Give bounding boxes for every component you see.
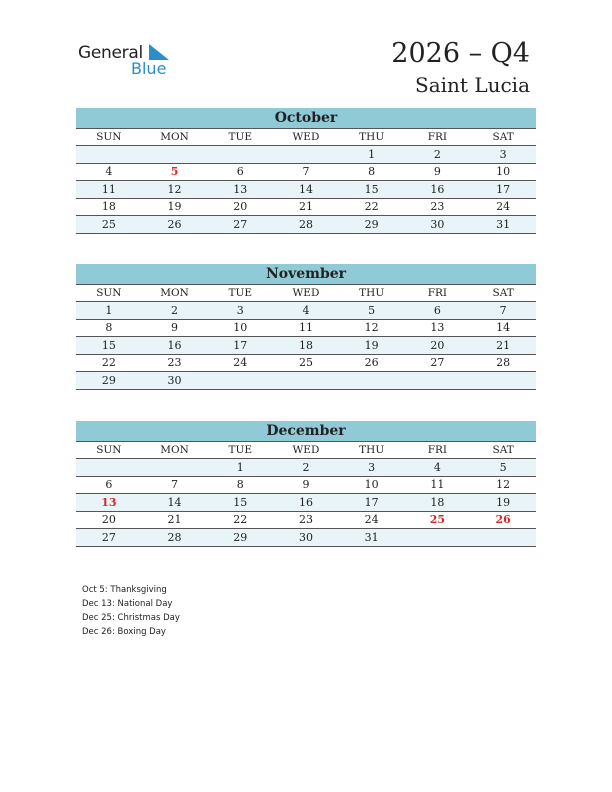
day-cell: 18: [76, 198, 142, 216]
day-cell: 12: [339, 319, 405, 337]
day-cell: 5: [470, 459, 536, 477]
logo: [78, 40, 188, 80]
day-cell: 15: [339, 181, 405, 199]
day-cell: 11: [273, 319, 339, 337]
day-cell: 18: [405, 494, 471, 512]
day-cell: 16: [405, 181, 471, 199]
day-cell: 14: [470, 319, 536, 337]
day-cell: 30: [405, 216, 471, 234]
day-cell: 12: [142, 181, 208, 199]
weekday-header: THU: [359, 444, 385, 456]
month-name: October: [76, 108, 536, 129]
day-cell: 3: [207, 302, 273, 320]
weekday-header: FRI: [427, 287, 448, 299]
week-row: [76, 337, 536, 355]
day-cell: 28: [470, 354, 536, 372]
day-cell: 31: [339, 529, 405, 547]
empty-day-cell: [207, 146, 273, 164]
day-cell: 1: [339, 146, 405, 164]
day-cell: 6: [76, 476, 142, 494]
day-cell: 4: [405, 459, 471, 477]
day-cell: 9: [142, 319, 208, 337]
day-cell: 30: [142, 372, 208, 390]
logo-triangle-icon: [149, 44, 169, 60]
day-cell: 10: [339, 476, 405, 494]
day-cell: 14: [273, 181, 339, 199]
day-cell: 27: [207, 216, 273, 234]
holiday-note: Dec 25: Christmas Day: [82, 613, 180, 623]
day-cell: 1: [76, 302, 142, 320]
day-cell: 28: [273, 216, 339, 234]
day-cell: 8: [207, 476, 273, 494]
weekday-header: SUN: [96, 444, 122, 456]
day-cell: 1: [207, 459, 273, 477]
month-name: November: [76, 264, 536, 285]
day-cell: 20: [207, 198, 273, 216]
weekday-header: SAT: [492, 131, 514, 143]
week-row: [76, 511, 536, 529]
day-cell: 20: [405, 337, 471, 355]
weekday-header: SAT: [492, 287, 514, 299]
month-grid: [76, 442, 536, 547]
week-row: [76, 146, 536, 164]
day-cell: 14: [142, 494, 208, 512]
month-calendar-november: [76, 264, 536, 390]
day-cell: 7: [142, 476, 208, 494]
day-cell: 29: [339, 216, 405, 234]
country-subtitle: Saint Lucia: [415, 73, 530, 97]
day-cell: 8: [339, 163, 405, 181]
day-cell: 15: [207, 494, 273, 512]
day-cell: 25: [405, 511, 471, 529]
weekday-header: WED: [292, 287, 320, 299]
weekday-header: SUN: [96, 131, 122, 143]
day-cell: 26: [470, 511, 536, 529]
day-cell: 23: [142, 354, 208, 372]
day-cell: 17: [470, 181, 536, 199]
day-cell: 21: [470, 337, 536, 355]
day-cell: 23: [273, 511, 339, 529]
day-cell: 16: [273, 494, 339, 512]
day-cell: 4: [76, 163, 142, 181]
day-cell: 7: [470, 302, 536, 320]
week-row: [76, 163, 536, 181]
empty-day-cell: [470, 529, 536, 547]
weekday-header: SAT: [492, 444, 514, 456]
day-cell: 19: [470, 494, 536, 512]
holiday-note: Dec 26: Boxing Day: [82, 627, 166, 637]
week-row: [76, 181, 536, 199]
day-cell: 27: [76, 529, 142, 547]
day-cell: 15: [76, 337, 142, 355]
week-row: [76, 372, 536, 390]
weekday-header: THU: [359, 131, 385, 143]
weekday-header: FRI: [427, 131, 448, 143]
day-cell: 3: [339, 459, 405, 477]
day-cell: 17: [339, 494, 405, 512]
day-cell: 21: [273, 198, 339, 216]
holiday-notes: [82, 583, 180, 639]
weekday-header: MON: [160, 444, 189, 456]
day-cell: 17: [207, 337, 273, 355]
week-row: [76, 198, 536, 216]
day-cell: 24: [470, 198, 536, 216]
day-cell: 24: [339, 511, 405, 529]
weekday-header: SUN: [96, 287, 122, 299]
empty-day-cell: [470, 372, 536, 390]
holiday-note: Dec 13: National Day: [82, 599, 173, 609]
empty-day-cell: [76, 459, 142, 477]
day-cell: 23: [405, 198, 471, 216]
empty-day-cell: [405, 529, 471, 547]
weekday-header: TUE: [228, 444, 253, 456]
day-cell: 31: [470, 216, 536, 234]
day-cell: 25: [76, 216, 142, 234]
empty-day-cell: [273, 372, 339, 390]
day-cell: 18: [273, 337, 339, 355]
day-cell: 28: [142, 529, 208, 547]
page-title: 2026 – Q4: [391, 38, 530, 69]
day-cell: 25: [273, 354, 339, 372]
empty-day-cell: [339, 372, 405, 390]
weekday-header: FRI: [427, 444, 448, 456]
day-cell: 12: [470, 476, 536, 494]
day-cell: 19: [339, 337, 405, 355]
week-row: [76, 529, 536, 547]
day-cell: 10: [470, 163, 536, 181]
day-cell: 11: [405, 476, 471, 494]
day-cell: 13: [405, 319, 471, 337]
day-cell: 29: [207, 529, 273, 547]
week-row: [76, 494, 536, 512]
day-cell: 5: [339, 302, 405, 320]
day-cell: 26: [142, 216, 208, 234]
day-cell: 6: [207, 163, 273, 181]
day-cell: 16: [142, 337, 208, 355]
week-row: [76, 216, 536, 234]
day-cell: 2: [405, 146, 471, 164]
weekday-header: MON: [160, 287, 189, 299]
holiday-note: Oct 5: Thanksgiving: [82, 585, 167, 595]
day-cell: 26: [339, 354, 405, 372]
month-calendar-december: [76, 421, 536, 547]
day-cell: 30: [273, 529, 339, 547]
day-cell: 20: [76, 511, 142, 529]
day-cell: 9: [405, 163, 471, 181]
day-cell: 24: [207, 354, 273, 372]
day-cell: 21: [142, 511, 208, 529]
month-grid: [76, 129, 536, 234]
day-cell: 22: [76, 354, 142, 372]
day-cell: 4: [273, 302, 339, 320]
empty-day-cell: [207, 372, 273, 390]
day-cell: 2: [142, 302, 208, 320]
day-cell: 6: [405, 302, 471, 320]
week-row: [76, 476, 536, 494]
weekday-header: MON: [160, 131, 189, 143]
weekday-header: TUE: [228, 131, 253, 143]
day-cell: 27: [405, 354, 471, 372]
empty-day-cell: [405, 372, 471, 390]
day-cell: 29: [76, 372, 142, 390]
week-row: [76, 459, 536, 477]
day-cell: 10: [207, 319, 273, 337]
month-grid: [76, 285, 536, 390]
day-cell: 19: [142, 198, 208, 216]
weekday-header: TUE: [228, 287, 253, 299]
day-cell: 22: [339, 198, 405, 216]
day-cell: 2: [273, 459, 339, 477]
day-cell: 7: [273, 163, 339, 181]
empty-day-cell: [76, 146, 142, 164]
month-name: December: [76, 421, 536, 442]
week-row: [76, 319, 536, 337]
weekday-header: WED: [292, 131, 320, 143]
week-row: [76, 302, 536, 320]
logo-blue-text: Blue: [131, 59, 167, 78]
day-cell: 3: [470, 146, 536, 164]
day-cell: 5: [142, 163, 208, 181]
weekday-header: WED: [292, 444, 320, 456]
day-cell: 11: [76, 181, 142, 199]
day-cell: 22: [207, 511, 273, 529]
weekday-header: THU: [359, 287, 385, 299]
day-cell: 13: [207, 181, 273, 199]
month-calendar-october: [76, 108, 536, 234]
day-cell: 13: [76, 494, 142, 512]
empty-day-cell: [142, 146, 208, 164]
logo-general-text: General: [78, 43, 143, 63]
empty-day-cell: [142, 459, 208, 477]
empty-day-cell: [273, 146, 339, 164]
day-cell: 8: [76, 319, 142, 337]
week-row: [76, 354, 536, 372]
day-cell: 9: [273, 476, 339, 494]
